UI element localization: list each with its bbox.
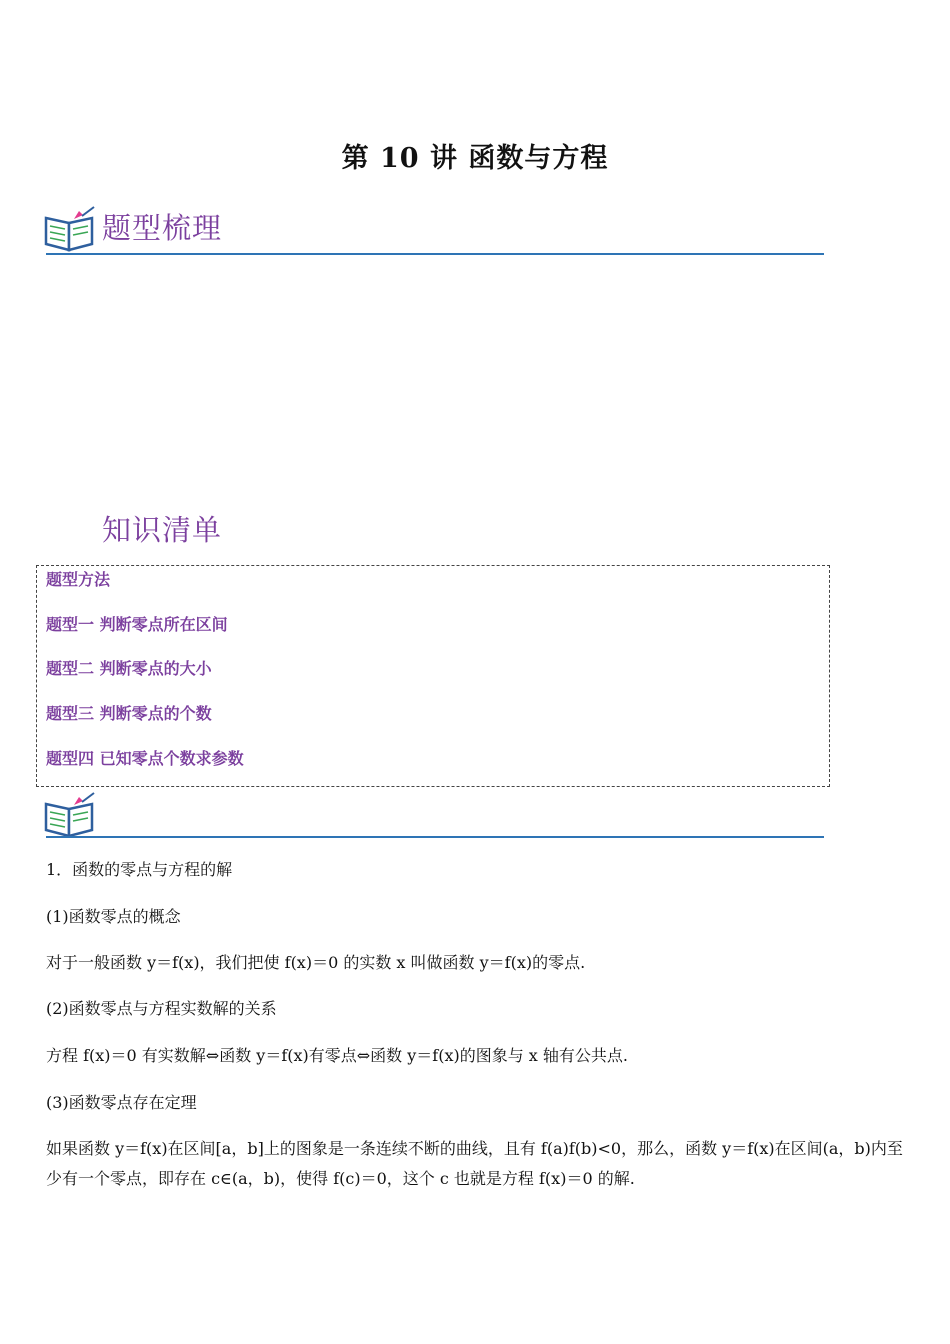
section-heading-knowledge-list: 知识清单 [102, 513, 223, 547]
paragraph-existence-theorem: 如果函数 y＝f(x)在区间[a，b]上的图象是一条连续不断的曲线，且有 f(a)f(b)<0，那么，函数 y＝f(x)在区间(a，b)内至少有一个零点，即存在 c∈(a，b)，使得 f(c)＝0，这个 c 也就是方程 f(x)＝0 的解. [46, 1139, 903, 1188]
open-book-icon [44, 792, 96, 838]
section-divider [46, 836, 824, 838]
page-title: 第 10 讲 函数与方程 [341, 143, 609, 174]
open-book-icon [44, 206, 96, 252]
toc-item-type-4[interactable]: 题型四 已知零点个数求参数 [46, 749, 244, 768]
subheading-zero-equation-relation: (2)函数零点与方程实数解的关系 [46, 999, 277, 1018]
subheading-existence-theorem: (3)函数零点存在定理 [46, 1093, 197, 1112]
toc-item-type-3[interactable]: 题型三 判断零点的个数 [46, 704, 212, 723]
toc-item-methods[interactable]: 题型方法 [46, 570, 111, 589]
toc-item-type-2[interactable]: 题型二 判断零点的大小 [46, 659, 212, 678]
paragraph-zero-equation-relation: 方程 f(x)＝0 有实数解⇔函数 y＝f(x)有零点⇔函数 y＝f(x)的图象与 x 轴有公共点. [46, 1046, 628, 1065]
heading-zeros-and-solutions: 1．函数的零点与方程的解 [46, 860, 233, 879]
subheading-zero-concept: (1)函数零点的概念 [46, 907, 181, 926]
paragraph-zero-concept: 对于一般函数 y＝f(x)，我们把使 f(x)＝0 的实数 x 叫做函数 y＝f(x)的零点. [46, 953, 586, 972]
section-heading-problem-types: 题型梳理 [102, 211, 223, 245]
section-divider [46, 253, 824, 255]
toc-item-type-1[interactable]: 题型一 判断零点所在区间 [46, 615, 228, 634]
